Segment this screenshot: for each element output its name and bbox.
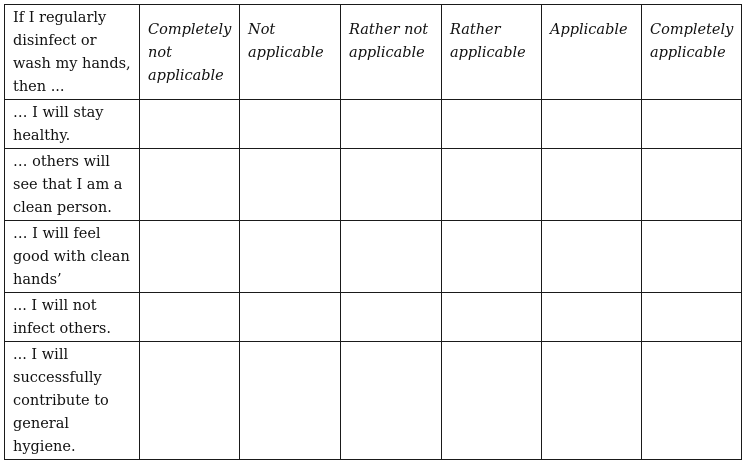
row-statement: … I will stay healthy.	[5, 100, 140, 149]
response-cell[interactable]	[240, 293, 341, 342]
response-cell[interactable]	[642, 293, 742, 342]
response-cell[interactable]	[542, 293, 642, 342]
response-cell[interactable]	[542, 100, 642, 149]
table-row	[5, 100, 742, 149]
option-completely-applicable: Completely applicable	[642, 5, 742, 100]
option-rather-applicable: Rather applicable	[442, 5, 542, 100]
response-cell[interactable]	[240, 100, 341, 149]
row-statement: … I will feel good with clean hands’	[5, 221, 140, 293]
row-statement: ... I will successfully contribute to general hygiene.	[5, 342, 140, 460]
response-cell[interactable]	[140, 342, 240, 460]
response-cell[interactable]	[642, 149, 742, 221]
response-cell[interactable]	[642, 221, 742, 293]
response-cell[interactable]	[140, 100, 240, 149]
table-row	[5, 149, 742, 221]
response-cell[interactable]	[542, 342, 642, 460]
response-cell[interactable]	[240, 149, 341, 221]
response-cell[interactable]	[442, 342, 542, 460]
table-row	[5, 221, 742, 293]
table-row	[5, 342, 742, 460]
response-cell[interactable]	[341, 100, 442, 149]
option-rather-not-applicable: Rather not applicable	[341, 5, 442, 100]
option-applicable: Applicable	[542, 5, 642, 100]
row-statement: … others will see that I am a clean person.	[5, 149, 140, 221]
table-row	[5, 293, 742, 342]
response-cell[interactable]	[140, 149, 240, 221]
row-statement: ... I will not infect others.	[5, 293, 140, 342]
header-lead: If I regularly disinfect or wash my hands, then ...	[5, 5, 140, 100]
header-row	[5, 5, 742, 100]
response-cell[interactable]	[341, 342, 442, 460]
response-cell[interactable]	[442, 100, 542, 149]
response-cell[interactable]	[442, 221, 542, 293]
response-cell[interactable]	[442, 293, 542, 342]
response-cell[interactable]	[642, 342, 742, 460]
option-not-applicable: Not applicable	[240, 5, 341, 100]
response-cell[interactable]	[240, 221, 341, 293]
response-cell[interactable]	[140, 293, 240, 342]
survey-table	[4, 4, 742, 460]
response-cell[interactable]	[642, 100, 742, 149]
response-cell[interactable]	[341, 149, 442, 221]
response-cell[interactable]	[542, 221, 642, 293]
response-cell[interactable]	[341, 221, 442, 293]
response-cell[interactable]	[442, 149, 542, 221]
response-cell[interactable]	[140, 221, 240, 293]
option-completely-not-applicable: Completely not applicable	[140, 5, 240, 100]
response-cell[interactable]	[542, 149, 642, 221]
response-cell[interactable]	[240, 342, 341, 460]
response-cell[interactable]	[341, 293, 442, 342]
